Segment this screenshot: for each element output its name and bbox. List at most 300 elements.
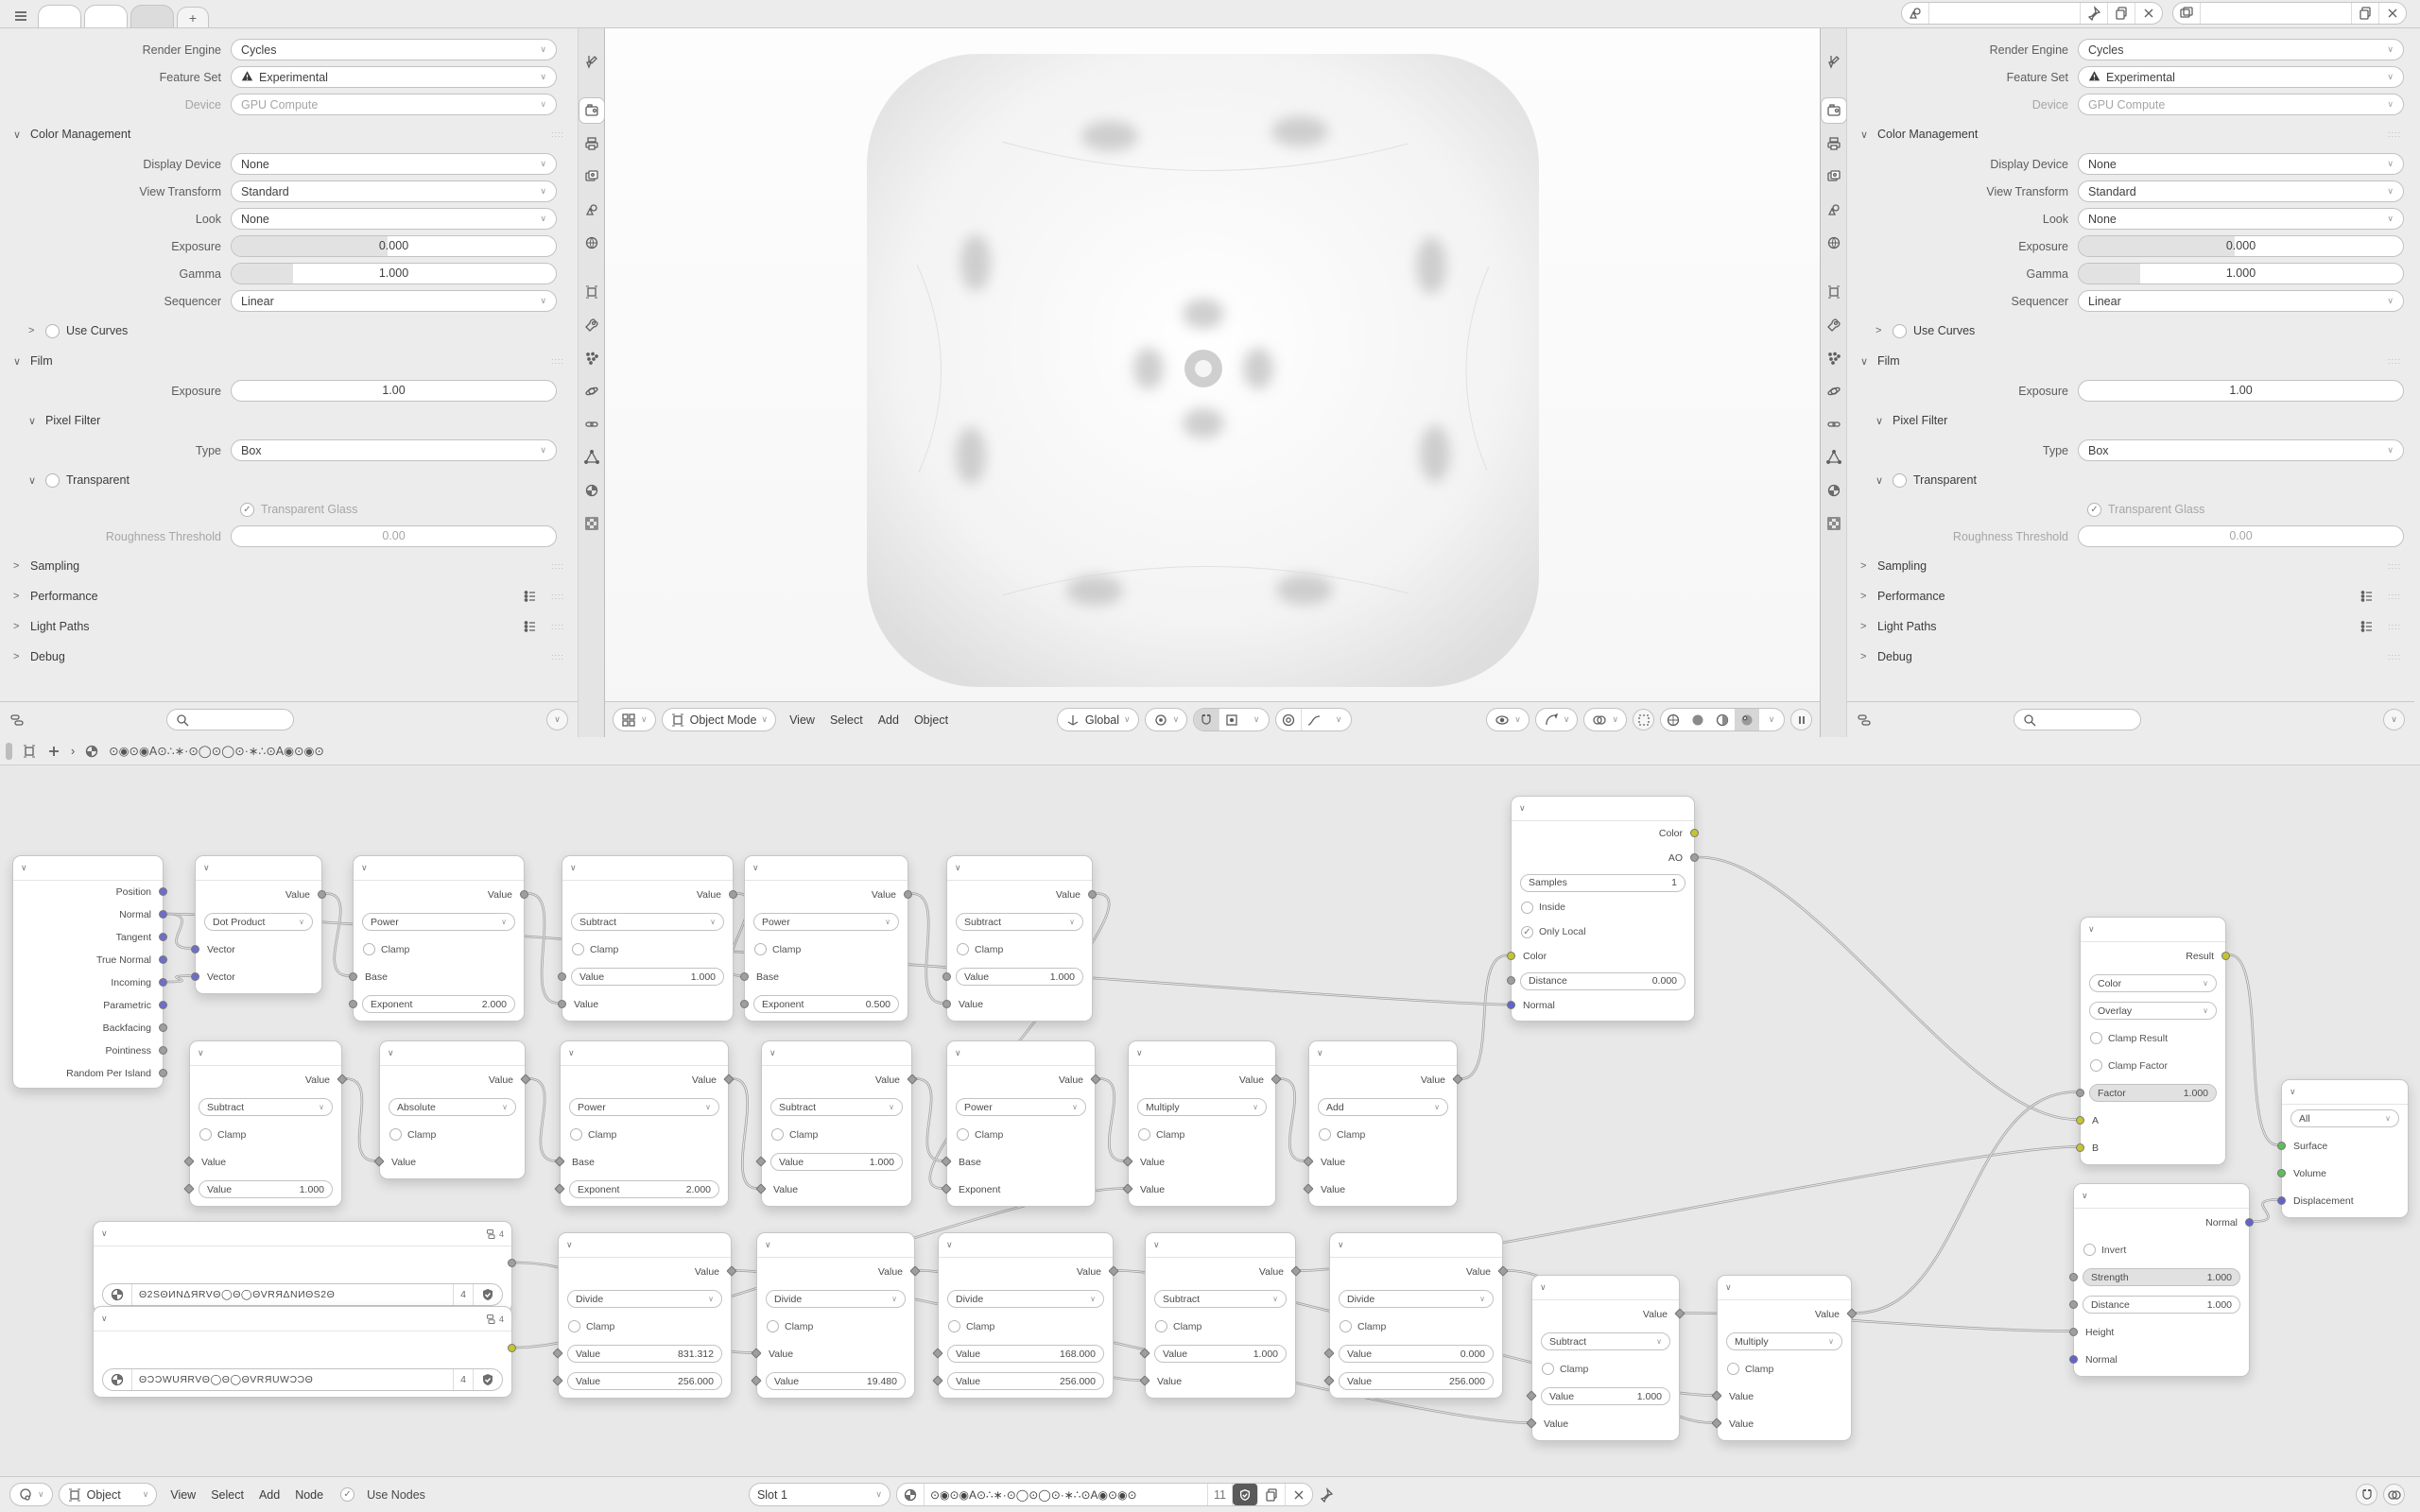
grip-dots[interactable]: :::: bbox=[2387, 561, 2401, 571]
socket-value[interactable] bbox=[520, 890, 528, 899]
node-math-divide-4[interactable] bbox=[1329, 1232, 1503, 1399]
image-users-count[interactable]: 4 bbox=[454, 1284, 474, 1305]
node-header[interactable] bbox=[94, 1307, 511, 1332]
workspace-tab[interactable] bbox=[130, 5, 174, 27]
transform-orientation-dropdown[interactable]: Global ∨ bbox=[1057, 708, 1139, 731]
node-math-subtract-3[interactable] bbox=[189, 1040, 342, 1207]
node-header[interactable] bbox=[947, 856, 1092, 881]
select-subtract[interactable]: Subtract ∨ bbox=[1154, 1290, 1287, 1308]
node-header[interactable] bbox=[13, 856, 163, 881]
properties-tab-constraints-icon[interactable] bbox=[579, 412, 604, 437]
node-math-divide-1[interactable] bbox=[558, 1232, 732, 1399]
select-power[interactable]: Power ∨ bbox=[956, 1098, 1086, 1116]
properties-search-input[interactable] bbox=[2014, 709, 2141, 730]
collapse-chevron-icon[interactable]: ∨ bbox=[361, 863, 368, 872]
collapse-chevron-icon[interactable]: ∨ bbox=[1153, 1240, 1160, 1249]
socket-ao[interactable] bbox=[1690, 853, 1699, 862]
socket-normal[interactable] bbox=[1507, 1001, 1515, 1009]
properties-tab-scene-icon[interactable] bbox=[1822, 198, 1846, 222]
view-layer-name-field[interactable] bbox=[2201, 3, 2352, 24]
panel-section-film[interactable]: ∨ Film :::: bbox=[13, 354, 565, 368]
select-overlay[interactable]: Overlay ∨ bbox=[2089, 1002, 2217, 1020]
panel-section-debug[interactable]: > Debug :::: bbox=[1860, 650, 2401, 663]
viewport-menu-select[interactable]: Select bbox=[829, 713, 863, 727]
node-header[interactable] bbox=[196, 856, 321, 881]
properties-tab-view-layer-icon[interactable] bbox=[579, 164, 604, 189]
number-field[interactable]: Distance 1.000 bbox=[2083, 1296, 2240, 1314]
collapse-chevron-icon[interactable]: ∨ bbox=[955, 863, 961, 872]
image-users-count[interactable]: 4 bbox=[454, 1369, 474, 1390]
dropdown-sequencer[interactable]: Linear ∨ bbox=[231, 290, 557, 312]
socket-normal[interactable] bbox=[2245, 1218, 2254, 1227]
node-header[interactable] bbox=[354, 856, 524, 881]
socket-base[interactable] bbox=[349, 972, 357, 981]
browse-image-icon[interactable] bbox=[103, 1284, 132, 1305]
number-field[interactable]: Value 168.000 bbox=[947, 1345, 1104, 1363]
socket-normal[interactable] bbox=[159, 910, 167, 919]
number-field[interactable]: Exponent 2.000 bbox=[362, 995, 515, 1013]
dropdown-type[interactable]: Box ∨ bbox=[231, 439, 557, 461]
node-math-subtract-2[interactable] bbox=[946, 855, 1093, 1022]
collapse-chevron-icon[interactable]: ∨ bbox=[1338, 1240, 1344, 1249]
node-header[interactable] bbox=[745, 856, 908, 881]
section-checkbox[interactable] bbox=[1893, 324, 1907, 338]
collapse-chevron-icon[interactable]: ∨ bbox=[101, 1228, 108, 1238]
grip-dots[interactable]: :::: bbox=[2387, 652, 2401, 662]
number-field[interactable]: Value 19.480 bbox=[766, 1372, 906, 1390]
select-divide[interactable]: Divide ∨ bbox=[567, 1290, 722, 1308]
socket-color[interactable] bbox=[1507, 952, 1515, 960]
node-header[interactable] bbox=[1129, 1041, 1275, 1066]
node-math-subtract-1[interactable] bbox=[562, 855, 734, 1022]
properties-tab-tool-icon[interactable] bbox=[579, 49, 604, 74]
visibility-dropdown[interactable]: ∨ bbox=[1486, 708, 1530, 731]
properties-tab-output-icon[interactable] bbox=[1822, 131, 1846, 156]
editor-type-button[interactable]: ∨ bbox=[613, 708, 656, 731]
node-math-subtract-5[interactable] bbox=[1145, 1232, 1296, 1399]
node-mix-color[interactable] bbox=[2080, 917, 2226, 1165]
socket-base[interactable] bbox=[740, 972, 749, 981]
socket-displacement[interactable] bbox=[2277, 1196, 2286, 1205]
node-header[interactable] bbox=[562, 856, 733, 881]
properties-tab-physics-icon[interactable] bbox=[1822, 379, 1846, 404]
socket-parametric[interactable] bbox=[159, 1001, 167, 1009]
select-subtract[interactable]: Subtract ∨ bbox=[956, 913, 1083, 931]
panel-section-pixel-filter[interactable]: ∨ Pixel Filter bbox=[1876, 414, 1948, 427]
pin-icon[interactable] bbox=[1319, 1487, 1334, 1503]
node-header[interactable] bbox=[2074, 1184, 2249, 1209]
menu-icon[interactable] bbox=[13, 9, 28, 24]
panel-section-use-curves[interactable]: > Use Curves bbox=[28, 324, 129, 337]
properties-tab-world-icon[interactable] bbox=[579, 231, 604, 255]
number-field[interactable]: Value 831.312 bbox=[567, 1345, 722, 1363]
snapping-toggle[interactable] bbox=[2356, 1484, 2377, 1505]
node-image-datablock-1[interactable] bbox=[93, 1221, 512, 1313]
collapse-chevron-icon[interactable]: ∨ bbox=[21, 863, 27, 872]
node-math-absolute[interactable] bbox=[379, 1040, 526, 1179]
properties-tab-world-icon[interactable] bbox=[1822, 231, 1846, 255]
properties-editor-icon[interactable] bbox=[9, 713, 25, 728]
close-icon[interactable] bbox=[2135, 3, 2162, 24]
node-header[interactable] bbox=[559, 1233, 731, 1258]
panel-section-sampling[interactable]: > Sampling :::: bbox=[13, 559, 565, 573]
shader-type-dropdown[interactable]: Object ∨ bbox=[59, 1483, 158, 1506]
collapse-chevron-icon[interactable]: ∨ bbox=[2290, 1087, 2296, 1096]
node-math-divide-2[interactable] bbox=[756, 1232, 915, 1399]
node-math-power-4[interactable] bbox=[946, 1040, 1096, 1207]
collapse-chevron-icon[interactable]: ∨ bbox=[1540, 1282, 1547, 1292]
socket-value[interactable] bbox=[904, 890, 912, 899]
dropdown-render-engine[interactable]: Cycles ∨ bbox=[231, 39, 557, 60]
collapse-chevron-icon[interactable]: ∨ bbox=[1317, 1048, 1323, 1057]
properties-tab-modifiers-icon[interactable] bbox=[1822, 313, 1846, 337]
viewport-menu-object[interactable]: Object bbox=[913, 713, 949, 727]
dropdown-look[interactable]: None ∨ bbox=[231, 208, 557, 230]
node-header[interactable] bbox=[380, 1041, 525, 1066]
collapse-chevron-icon[interactable]: ∨ bbox=[1725, 1282, 1732, 1292]
socket-exponent[interactable] bbox=[349, 1000, 357, 1008]
pause-render-button[interactable] bbox=[1790, 709, 1812, 730]
number-field[interactable]: Samples 1 bbox=[1520, 874, 1685, 892]
add-workspace-button[interactable]: + bbox=[177, 7, 209, 27]
socket-b[interactable] bbox=[2076, 1143, 2084, 1152]
node-math-multiply-2[interactable] bbox=[1717, 1275, 1852, 1441]
shading-chevron[interactable]: ∨ bbox=[1768, 714, 1775, 724]
scene-name-field[interactable] bbox=[1929, 3, 2081, 24]
select-power[interactable]: Power ∨ bbox=[753, 913, 899, 931]
collapse-chevron-icon[interactable]: ∨ bbox=[765, 1240, 771, 1249]
properties-editor-icon[interactable] bbox=[1857, 713, 1872, 728]
shading-wireframe-icon[interactable] bbox=[1661, 709, 1685, 730]
image-name-field[interactable]: ΘƆƆWUЯRVΘ◯Θ◯ΘVRЯUWƆƆΘ bbox=[132, 1369, 454, 1390]
workspace-tab[interactable] bbox=[84, 5, 128, 27]
view-layer-icon[interactable] bbox=[2173, 3, 2201, 24]
slider-gamma[interactable]: 1.000 bbox=[231, 263, 557, 284]
grip-dots[interactable]: :::: bbox=[551, 356, 565, 366]
collapse-chevron-icon[interactable]: ∨ bbox=[752, 863, 759, 872]
shading-rendered-icon[interactable] bbox=[1735, 709, 1759, 730]
socket-vector[interactable] bbox=[191, 945, 199, 954]
panel-section-transparent[interactable]: ∨ Transparent bbox=[28, 473, 130, 487]
node-header[interactable] bbox=[2081, 918, 2225, 942]
collapse-chevron-icon[interactable]: ∨ bbox=[946, 1240, 953, 1249]
dropdown-feature-set[interactable]: Experimental ∨ bbox=[231, 66, 557, 88]
dropdown-sequencer[interactable]: Linear ∨ bbox=[2078, 290, 2404, 312]
xray-toggle[interactable] bbox=[1633, 709, 1654, 730]
select-multiply[interactable]: Multiply ∨ bbox=[1726, 1332, 1842, 1350]
snap-target-icon[interactable] bbox=[1219, 709, 1244, 730]
number-field[interactable]: Distance 0.000 bbox=[1520, 972, 1685, 990]
slider-roughness-threshold[interactable]: 0.00 bbox=[2078, 525, 2404, 547]
gizmos-dropdown[interactable]: ∨ bbox=[1535, 708, 1579, 731]
fake-user-shield-icon[interactable] bbox=[474, 1369, 502, 1390]
socket-tangent[interactable] bbox=[159, 933, 167, 941]
unlink-x-icon[interactable] bbox=[1286, 1484, 1312, 1505]
overlays-toggle[interactable] bbox=[2383, 1484, 2405, 1505]
fake-user-shield-icon[interactable] bbox=[1233, 1484, 1258, 1505]
socket-value[interactable] bbox=[318, 890, 326, 899]
number-field[interactable]: Value 1.000 bbox=[1154, 1345, 1287, 1363]
node-menu-node[interactable]: Node bbox=[295, 1487, 324, 1502]
select-subtract[interactable]: Subtract ∨ bbox=[199, 1098, 333, 1116]
panel-section-color-management[interactable]: ∨ Color Management :::: bbox=[13, 128, 565, 141]
socket-value[interactable] bbox=[942, 1000, 951, 1008]
dropdown-look[interactable]: None ∨ bbox=[2078, 208, 2404, 230]
slider-roughness-threshold[interactable]: 0.00 bbox=[231, 525, 557, 547]
node-header[interactable] bbox=[1718, 1276, 1851, 1300]
select-divide[interactable]: Divide ∨ bbox=[947, 1290, 1104, 1308]
socket-pointiness[interactable] bbox=[159, 1046, 167, 1055]
socket-backfacing[interactable] bbox=[159, 1023, 167, 1032]
number-field[interactable]: Value 1.000 bbox=[770, 1153, 903, 1171]
material-users-count[interactable]: 11 bbox=[1208, 1484, 1233, 1505]
image-name-field[interactable]: Θ2SΘИNΔЯRVΘ◯Θ◯ΘVRЯΔNИΘS2Θ bbox=[132, 1284, 454, 1305]
node-menu-add[interactable]: Add bbox=[258, 1487, 281, 1502]
viewport-menu-view[interactable]: View bbox=[789, 713, 815, 727]
dropdown-view-transform[interactable]: Standard ∨ bbox=[231, 180, 557, 202]
socket-color[interactable] bbox=[1690, 829, 1699, 837]
browse-image-icon[interactable] bbox=[103, 1369, 132, 1390]
select-power[interactable]: Power ∨ bbox=[362, 913, 515, 931]
snap-magnet-icon[interactable] bbox=[1194, 709, 1219, 730]
select-divide[interactable]: Divide ∨ bbox=[1339, 1290, 1494, 1308]
node-menu-select[interactable]: Select bbox=[211, 1487, 244, 1502]
properties-tab-view-layer-icon[interactable] bbox=[1822, 164, 1846, 189]
select-power[interactable]: Power ∨ bbox=[569, 1098, 719, 1116]
list-icon[interactable] bbox=[2360, 589, 2375, 604]
socket-out[interactable] bbox=[508, 1344, 516, 1352]
number-field[interactable]: Value 256.000 bbox=[1339, 1372, 1494, 1390]
copy-icon[interactable] bbox=[2352, 3, 2379, 24]
node-math-power-1[interactable] bbox=[353, 855, 525, 1022]
properties-tab-constraints-icon[interactable] bbox=[1822, 412, 1846, 437]
node-math-divide-3[interactable] bbox=[938, 1232, 1114, 1399]
properties-tab-physics-icon[interactable] bbox=[579, 379, 604, 404]
panel-section-transparent[interactable]: ∨ Transparent bbox=[1876, 473, 1977, 487]
use-nodes-checkbox[interactable] bbox=[340, 1487, 354, 1502]
dropdown-feature-set[interactable]: Experimental ∨ bbox=[2078, 66, 2404, 88]
number-field[interactable]: Value 1.000 bbox=[1541, 1387, 1670, 1405]
region-drag-handle[interactable] bbox=[6, 743, 12, 760]
proportional-chevron[interactable]: ∨ bbox=[1335, 714, 1342, 724]
dropdown-render-engine[interactable]: Cycles ∨ bbox=[2078, 39, 2404, 60]
scene-icon[interactable] bbox=[1902, 3, 1929, 24]
overlays-dropdown[interactable]: ∨ bbox=[1583, 708, 1627, 731]
number-field[interactable]: Value 0.000 bbox=[1339, 1345, 1494, 1363]
select-subtract[interactable]: Subtract ∨ bbox=[1541, 1332, 1670, 1350]
dropdown-device[interactable]: GPU Compute ∨ bbox=[231, 94, 557, 115]
socket-value[interactable] bbox=[558, 972, 566, 981]
socket-height[interactable] bbox=[2069, 1328, 2078, 1336]
properties-tab-material-icon[interactable] bbox=[579, 478, 604, 503]
number-field[interactable]: Strength 1.000 bbox=[2083, 1268, 2240, 1286]
socket-true-normal[interactable] bbox=[159, 955, 167, 964]
node-header[interactable] bbox=[1330, 1233, 1502, 1258]
properties-search-input[interactable] bbox=[166, 709, 294, 730]
panel-section-color-management[interactable]: ∨ Color Management :::: bbox=[1860, 128, 2401, 141]
socket-factor[interactable] bbox=[2076, 1089, 2084, 1097]
browse-material-icon[interactable] bbox=[897, 1484, 925, 1505]
node-header[interactable] bbox=[757, 1233, 914, 1258]
node-math-power-3[interactable] bbox=[560, 1040, 729, 1207]
node-header[interactable] bbox=[939, 1233, 1113, 1258]
grip-dots[interactable]: :::: bbox=[551, 592, 565, 601]
node-math-subtract-6[interactable] bbox=[1531, 1275, 1680, 1441]
pin-icon[interactable] bbox=[2081, 3, 2108, 24]
node-bump[interactable] bbox=[2073, 1183, 2250, 1377]
select-subtract[interactable]: Subtract ∨ bbox=[571, 913, 724, 931]
grip-dots[interactable]: :::: bbox=[2387, 129, 2401, 139]
select-dot-product[interactable]: Dot Product ∨ bbox=[204, 913, 313, 931]
socket-normal[interactable] bbox=[2069, 1355, 2078, 1364]
collapse-chevron-icon[interactable]: ∨ bbox=[769, 1048, 776, 1057]
node-math-subtract-4[interactable] bbox=[761, 1040, 912, 1207]
socket-value[interactable] bbox=[1088, 890, 1097, 899]
socket-random-per-island[interactable] bbox=[159, 1069, 167, 1077]
collapse-chevron-icon[interactable]: ∨ bbox=[568, 1048, 575, 1057]
collapse-chevron-icon[interactable]: ∨ bbox=[101, 1314, 108, 1323]
properties-tab-object-data-icon[interactable] bbox=[579, 445, 604, 470]
number-field[interactable]: Exponent 2.000 bbox=[569, 1180, 719, 1198]
node-header[interactable] bbox=[561, 1041, 728, 1066]
select-color[interactable]: Color ∨ bbox=[2089, 974, 2217, 992]
material-slot-dropdown[interactable]: Slot 1 ∨ bbox=[749, 1483, 890, 1506]
viewport-3d[interactable] bbox=[605, 28, 1820, 737]
grip-dots[interactable]: :::: bbox=[2387, 356, 2401, 366]
collapse-button[interactable]: ∨ bbox=[546, 709, 568, 730]
properties-tab-object-data-icon[interactable] bbox=[1822, 445, 1846, 470]
panel-section-pixel-filter[interactable]: ∨ Pixel Filter bbox=[28, 414, 101, 427]
slider-exposure[interactable]: 1.00 bbox=[231, 380, 557, 402]
socket-vector[interactable] bbox=[191, 972, 199, 981]
properties-tab-texture-icon[interactable] bbox=[579, 511, 604, 536]
shading-material-icon[interactable] bbox=[1710, 709, 1735, 730]
dropdown-display-device[interactable]: None ∨ bbox=[2078, 153, 2404, 175]
grip-dots[interactable]: :::: bbox=[551, 561, 565, 571]
viewport-menu-add[interactable]: Add bbox=[877, 713, 899, 727]
workspace-tab[interactable] bbox=[38, 5, 81, 27]
socket-position[interactable] bbox=[159, 887, 167, 896]
proportional-editing-icon[interactable] bbox=[1276, 709, 1301, 730]
number-field[interactable]: Factor 1.000 bbox=[2089, 1084, 2217, 1102]
section-checkbox[interactable] bbox=[1893, 473, 1907, 488]
node-header[interactable] bbox=[1512, 797, 1694, 821]
node-header[interactable] bbox=[2282, 1080, 2408, 1105]
node-header[interactable] bbox=[94, 1222, 511, 1246]
collapse-chevron-icon[interactable]: ∨ bbox=[566, 1240, 573, 1249]
number-field[interactable]: Exponent 0.500 bbox=[753, 995, 899, 1013]
properties-tab-particles-icon[interactable] bbox=[1822, 346, 1846, 370]
slider-exposure[interactable]: 0.000 bbox=[231, 235, 557, 257]
dropdown-device[interactable]: GPU Compute ∨ bbox=[2078, 94, 2404, 115]
snap-chevron[interactable]: ∨ bbox=[1253, 714, 1260, 724]
node-math-power-2[interactable] bbox=[744, 855, 908, 1022]
slider-exposure[interactable]: 0.000 bbox=[2078, 235, 2404, 257]
collapse-chevron-icon[interactable]: ∨ bbox=[1136, 1048, 1143, 1057]
scene-selector[interactable] bbox=[1901, 2, 2163, 25]
number-field[interactable]: Value 1.000 bbox=[199, 1180, 333, 1198]
rendered-object[interactable] bbox=[605, 28, 1819, 701]
pivot-point-dropdown[interactable]: ∨ bbox=[1145, 708, 1188, 731]
grip-dots[interactable]: :::: bbox=[551, 129, 565, 139]
checkbox-transparent-glass[interactable]: ✓ Transparent Glass bbox=[240, 498, 578, 521]
node-graph-canvas[interactable] bbox=[0, 765, 2420, 1476]
collapse-chevron-icon[interactable]: ∨ bbox=[1519, 803, 1526, 813]
socket-a[interactable] bbox=[2076, 1116, 2084, 1125]
slider-gamma[interactable]: 1.000 bbox=[2078, 263, 2404, 284]
node-menu-view[interactable]: View bbox=[170, 1487, 197, 1502]
dropdown-type[interactable]: Box ∨ bbox=[2078, 439, 2404, 461]
socket-incoming[interactable] bbox=[159, 978, 167, 987]
panel-section-light-paths[interactable]: > Light Paths :::: bbox=[1860, 620, 2401, 633]
mode-dropdown[interactable]: Object Mode ∨ bbox=[662, 708, 776, 731]
properties-tab-scene-icon[interactable] bbox=[579, 198, 604, 222]
properties-tab-material-icon[interactable] bbox=[1822, 478, 1846, 503]
list-icon[interactable] bbox=[2360, 619, 2375, 634]
shading-solid-icon[interactable] bbox=[1685, 709, 1710, 730]
select-add[interactable]: Add ∨ bbox=[1318, 1098, 1448, 1116]
panel-section-film[interactable]: ∨ Film :::: bbox=[1860, 354, 2401, 368]
collapse-chevron-icon[interactable]: ∨ bbox=[203, 863, 210, 872]
panel-section-performance[interactable]: > Performance :::: bbox=[1860, 590, 2401, 603]
socket-out[interactable] bbox=[508, 1259, 516, 1267]
node-header[interactable] bbox=[1532, 1276, 1679, 1300]
list-icon[interactable] bbox=[523, 619, 538, 634]
grip-dots[interactable]: :::: bbox=[2387, 592, 2401, 601]
section-checkbox[interactable] bbox=[45, 473, 60, 488]
collapse-chevron-icon[interactable]: ∨ bbox=[570, 863, 577, 872]
panel-section-debug[interactable]: > Debug :::: bbox=[13, 650, 565, 663]
properties-tab-texture-icon[interactable] bbox=[1822, 511, 1846, 536]
number-field[interactable]: Value 1.000 bbox=[571, 968, 724, 986]
panel-section-performance[interactable]: > Performance :::: bbox=[13, 590, 565, 603]
node-header[interactable] bbox=[762, 1041, 911, 1066]
properties-tab-object-icon[interactable] bbox=[579, 280, 604, 304]
node-material-output[interactable] bbox=[2281, 1079, 2409, 1218]
socket-volume[interactable] bbox=[2277, 1169, 2286, 1177]
socket-distance[interactable] bbox=[1507, 976, 1515, 985]
view-layer-selector[interactable] bbox=[2172, 2, 2407, 25]
select-divide[interactable]: Divide ∨ bbox=[766, 1290, 906, 1308]
select-multiply[interactable]: Multiply ∨ bbox=[1137, 1098, 1267, 1116]
copy-icon[interactable] bbox=[2108, 3, 2135, 24]
socket-value[interactable] bbox=[942, 972, 951, 981]
collapse-chevron-icon[interactable]: ∨ bbox=[955, 1048, 961, 1057]
collapse-chevron-icon[interactable]: ∨ bbox=[388, 1048, 394, 1057]
panel-section-sampling[interactable]: > Sampling :::: bbox=[1860, 559, 2401, 573]
properties-tab-output-icon[interactable] bbox=[579, 131, 604, 156]
checkbox-transparent-glass[interactable]: ✓ Transparent Glass bbox=[2087, 498, 2414, 521]
socket-result[interactable] bbox=[2221, 952, 2230, 960]
node-math-multiply-1[interactable] bbox=[1128, 1040, 1276, 1207]
select-absolute[interactable]: Absolute ∨ bbox=[389, 1098, 516, 1116]
collapse-chevron-icon[interactable]: ∨ bbox=[2088, 924, 2095, 934]
number-field[interactable]: Value 256.000 bbox=[567, 1372, 722, 1390]
number-field[interactable]: Value 1.000 bbox=[956, 968, 1083, 986]
collapse-chevron-icon[interactable]: ∨ bbox=[2082, 1191, 2088, 1200]
properties-tab-tool-icon[interactable] bbox=[1822, 49, 1846, 74]
grip-dots[interactable]: :::: bbox=[551, 622, 565, 631]
node-image-datablock-2[interactable] bbox=[93, 1306, 512, 1398]
properties-tab-particles-icon[interactable] bbox=[579, 346, 604, 370]
dropdown-display-device[interactable]: None ∨ bbox=[231, 153, 557, 175]
dropdown-view-transform[interactable]: Standard ∨ bbox=[2078, 180, 2404, 202]
node-ambient-occlusion[interactable] bbox=[1511, 796, 1695, 1022]
collapse-button[interactable]: ∨ bbox=[2383, 709, 2405, 730]
grip-dots[interactable]: :::: bbox=[551, 652, 565, 662]
select-subtract[interactable]: Subtract ∨ bbox=[770, 1098, 903, 1116]
properties-tab-modifiers-icon[interactable] bbox=[579, 313, 604, 337]
